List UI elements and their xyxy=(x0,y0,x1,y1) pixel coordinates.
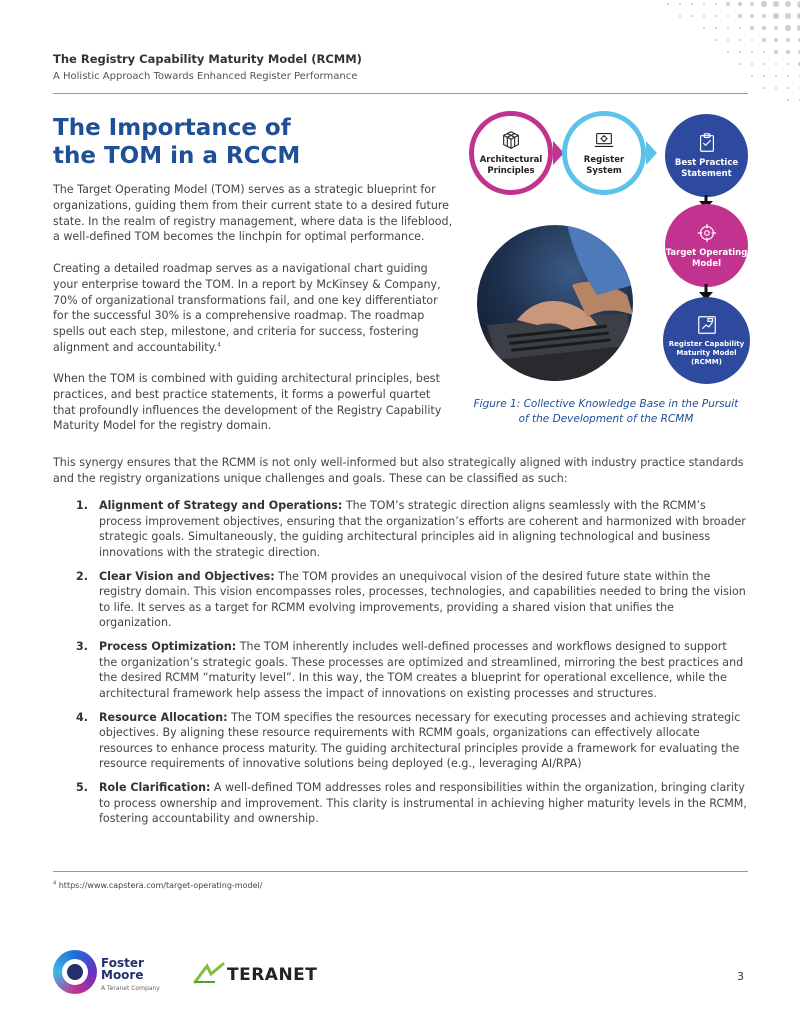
teranet-wordmark: TERANET xyxy=(227,965,318,985)
decorative-dot xyxy=(703,3,705,5)
list-item-title: Role Clarification: xyxy=(99,781,211,795)
decorative-dot xyxy=(786,38,790,42)
decorative-dot xyxy=(750,2,755,7)
decorative-dot xyxy=(775,75,777,77)
decorative-dot xyxy=(691,3,693,5)
decorative-dot xyxy=(763,63,765,65)
figure-caption xyxy=(470,397,742,427)
foster-moore-line-2: Moore xyxy=(101,968,144,982)
decorative-dot xyxy=(738,14,741,17)
decorative-dot xyxy=(787,87,789,89)
figure-caption-line-1: Figure 1: Collective Knowledge Base in the Pursuit xyxy=(473,398,739,410)
list-item-text xyxy=(99,498,748,560)
decorative-dot xyxy=(787,75,789,77)
list-item xyxy=(53,639,748,701)
decorative-dot xyxy=(785,13,791,19)
foster-moore-tagline: A Teranet Company xyxy=(101,985,160,992)
list-item-text xyxy=(99,710,748,772)
document-header xyxy=(53,52,748,82)
list-item-title: Resource Allocation: xyxy=(99,710,228,724)
list-item xyxy=(53,780,748,827)
laptop-typing-photo xyxy=(477,225,633,381)
node-rcmm xyxy=(663,297,750,384)
decorative-dot xyxy=(715,27,717,29)
decorative-dot xyxy=(774,38,778,42)
list-item xyxy=(53,710,748,772)
paragraph-2 xyxy=(53,261,453,356)
decorative-dot xyxy=(775,63,777,65)
list-item-body: A well-defined TOM addresses roles and responsibilities within the organization, bringing clarity to process ownership and improvement. This clarity is instrumental in achieving higher maturity levels in the RCMM, fostering accountability and ownership. xyxy=(99,781,747,826)
header-title: The Registry Capability Maturity Model (RCMM) xyxy=(53,52,362,66)
node-tom-label: Target Operating Model xyxy=(665,247,748,269)
decorative-dot xyxy=(703,15,705,17)
arrow-pointer-cyan xyxy=(646,141,657,165)
footnote xyxy=(53,881,262,890)
decorative-dot xyxy=(785,1,791,7)
node-architectural-principles xyxy=(469,111,553,195)
paragraph-1: The Target Operating Model (TOM) serves as a strategic blueprint for organizations, guiding them from their current state to a desired future state. In the realm of registry management, where data is the lifeblood, a well-defined TOM becomes the linchpin for optimal performance. xyxy=(53,183,453,244)
knowledge-base-figure xyxy=(466,108,756,438)
decorative-dot xyxy=(738,2,742,6)
list-item-number: 3. xyxy=(76,640,88,654)
decorative-dot xyxy=(774,26,778,30)
section-title-line-2: the TOM in a RCCM xyxy=(53,143,301,169)
clipboard-check-icon xyxy=(696,132,718,154)
decorative-dot xyxy=(750,14,754,18)
decorative-dot xyxy=(773,1,779,7)
list-item-body: The TOM provides an unequivocal vision of the desired future state within the registry domain. This vision encompasses roles, processes, technologies, and capabilities needed to bring the vision to life. It serves as a target for RCMM evolving improvements, providing a shared vision that unifies the organization. xyxy=(99,569,746,630)
decorative-dot xyxy=(727,39,729,41)
decorative-dot xyxy=(762,38,765,41)
node-architectural-label: Architectural Principles xyxy=(479,155,543,176)
decorative-dot xyxy=(786,50,790,54)
decorative-dot xyxy=(763,75,765,77)
section-title-line-1: The Importance of xyxy=(53,115,291,141)
laptop-gear-icon xyxy=(593,129,615,151)
decorative-dot xyxy=(787,63,790,66)
node-register-label: Register System xyxy=(583,155,625,176)
node-best-practice-statement xyxy=(665,114,748,197)
decorative-dot xyxy=(763,87,765,89)
paragraph-2-text: Creating a detailed roadmap serves as a navigational chart guiding your enterprise toward the TOM. In a report by McKinsey & Company, 70% of organizational transformations fail, and one key differentiator for the successful 30% is a comprehensive roadmap. The roadmap spells out each step, milestone, and criteria for success, fostering alignment and accountability. xyxy=(53,262,441,354)
foster-moore-wordmark xyxy=(101,957,144,981)
decorative-dot xyxy=(679,3,681,5)
header-subtitle: A Holistic Approach Towards Enhanced Register Performance xyxy=(53,71,358,82)
list-item xyxy=(53,498,748,560)
decorative-dot xyxy=(691,15,693,17)
list-item-title: Alignment of Strategy and Operations: xyxy=(99,499,343,512)
footnote-reference[interactable]: 4 xyxy=(217,341,221,349)
target-crosshair-icon xyxy=(696,222,718,244)
chart-board-icon xyxy=(696,314,718,336)
list-item-text xyxy=(99,569,748,631)
decorative-dot xyxy=(761,1,766,6)
node-target-operating-model xyxy=(665,204,748,287)
list-item-title: Clear Vision and Objectives: xyxy=(99,569,275,583)
synergy-intro: This synergy ensures that the RCMM is not only well-informed but also strategically aligned with industry practice standards and the registry organizations unique challenges and goals. These can be classified as such: xyxy=(53,456,744,485)
decorative-dot xyxy=(715,3,718,6)
decorative-dot xyxy=(715,15,717,17)
decorative-dot xyxy=(785,25,790,30)
foster-moore-ring-core xyxy=(67,964,83,980)
page-number: 3 xyxy=(737,970,744,983)
figure-caption-line-2: of the Development of the RCMM xyxy=(518,413,694,425)
decorative-dot xyxy=(727,15,730,18)
list-item-number: 2. xyxy=(76,569,88,583)
cube-grid-icon xyxy=(500,129,522,151)
decorative-dot xyxy=(715,39,717,41)
decorative-dot xyxy=(679,15,681,17)
list-item-text xyxy=(99,780,748,827)
decorative-dot xyxy=(739,27,742,30)
paragraph-3: When the TOM is combined with guiding architectural principles, best practices, and best practice statements, it forms a powerful quartet that profoundly influences the development of the Registry Capability Maturity Model for the registry domain. xyxy=(53,372,442,433)
teranet-swoosh-icon xyxy=(193,962,225,984)
decorative-dot xyxy=(726,2,730,6)
list-item-number: 4. xyxy=(76,710,88,724)
footnote-divider xyxy=(53,871,748,872)
benefits-list xyxy=(53,498,748,835)
decorative-dot xyxy=(667,3,669,5)
decorative-dot xyxy=(797,1,800,8)
decorative-dot xyxy=(750,26,753,29)
footnote-link[interactable]: https://www.capstera.com/target-operating-model/ xyxy=(58,881,263,890)
decorative-dot xyxy=(773,13,778,18)
node-rcmm-label: Register Capability Maturity Model (RCMM) xyxy=(668,340,745,366)
list-item-title: Process Optimization: xyxy=(99,640,237,654)
node-register-system xyxy=(562,111,646,195)
list-item-body: The TOM inherently includes well-defined processes and workflows designed to support the organization’s strategic goals. These processes are optimized and streamlined, mirroring the best practices and the desired RCMM “maturity level”. In this way, the TOM creates a blueprint for operational excellence, while the architectural framework help assess the impact of innovations on existing processes and structures. xyxy=(99,640,744,700)
list-item-body: The TOM’s strategic direction aligns seamlessly with the RCMM’s process improvement objectives, ensuring that the organization’s efforts are coherent and harmonized with broader strategic goals. Simultaneously, the guiding architectural principles aid in aligning technological and business innovations with the strategic direction. xyxy=(99,499,746,559)
teranet-logo xyxy=(193,962,333,988)
decorative-dot xyxy=(703,27,705,29)
decorative-dot xyxy=(763,51,765,53)
list-item-number: 1. xyxy=(76,499,88,512)
decorative-dot xyxy=(727,27,729,29)
decorative-dot xyxy=(787,99,789,101)
list-item xyxy=(53,569,748,631)
node-best-practice-label: Best Practice Statement xyxy=(674,157,739,179)
list-item-number: 5. xyxy=(76,781,88,795)
list-item-text xyxy=(99,639,748,701)
list-item-body: The TOM specifies the resources necessary for executing processes and achieving strategic objectives. By aligning these resource requirements with RCMM goals, organizations can effectively allocate resources to enhance process maturity. The guiding architectural principles provide a framework for evaluating the resource requirements of innovative solutions being deployed (e.g., leveraging AI/RPA) xyxy=(99,710,741,771)
decorative-dot xyxy=(762,26,766,30)
section-title xyxy=(53,114,453,170)
foster-moore-line-1: Foster xyxy=(101,956,144,970)
decorative-dot xyxy=(775,87,777,89)
decorative-dot xyxy=(762,14,767,19)
decorative-dot xyxy=(774,50,777,53)
decorative-dot xyxy=(751,51,753,53)
foster-moore-logo xyxy=(53,950,173,998)
decorative-dot xyxy=(739,39,741,41)
decorative-dot xyxy=(751,63,753,65)
header-divider xyxy=(53,93,748,94)
decorative-dot xyxy=(751,39,754,42)
decorative-dot xyxy=(751,75,753,77)
footnote-number: 4 xyxy=(53,880,57,887)
